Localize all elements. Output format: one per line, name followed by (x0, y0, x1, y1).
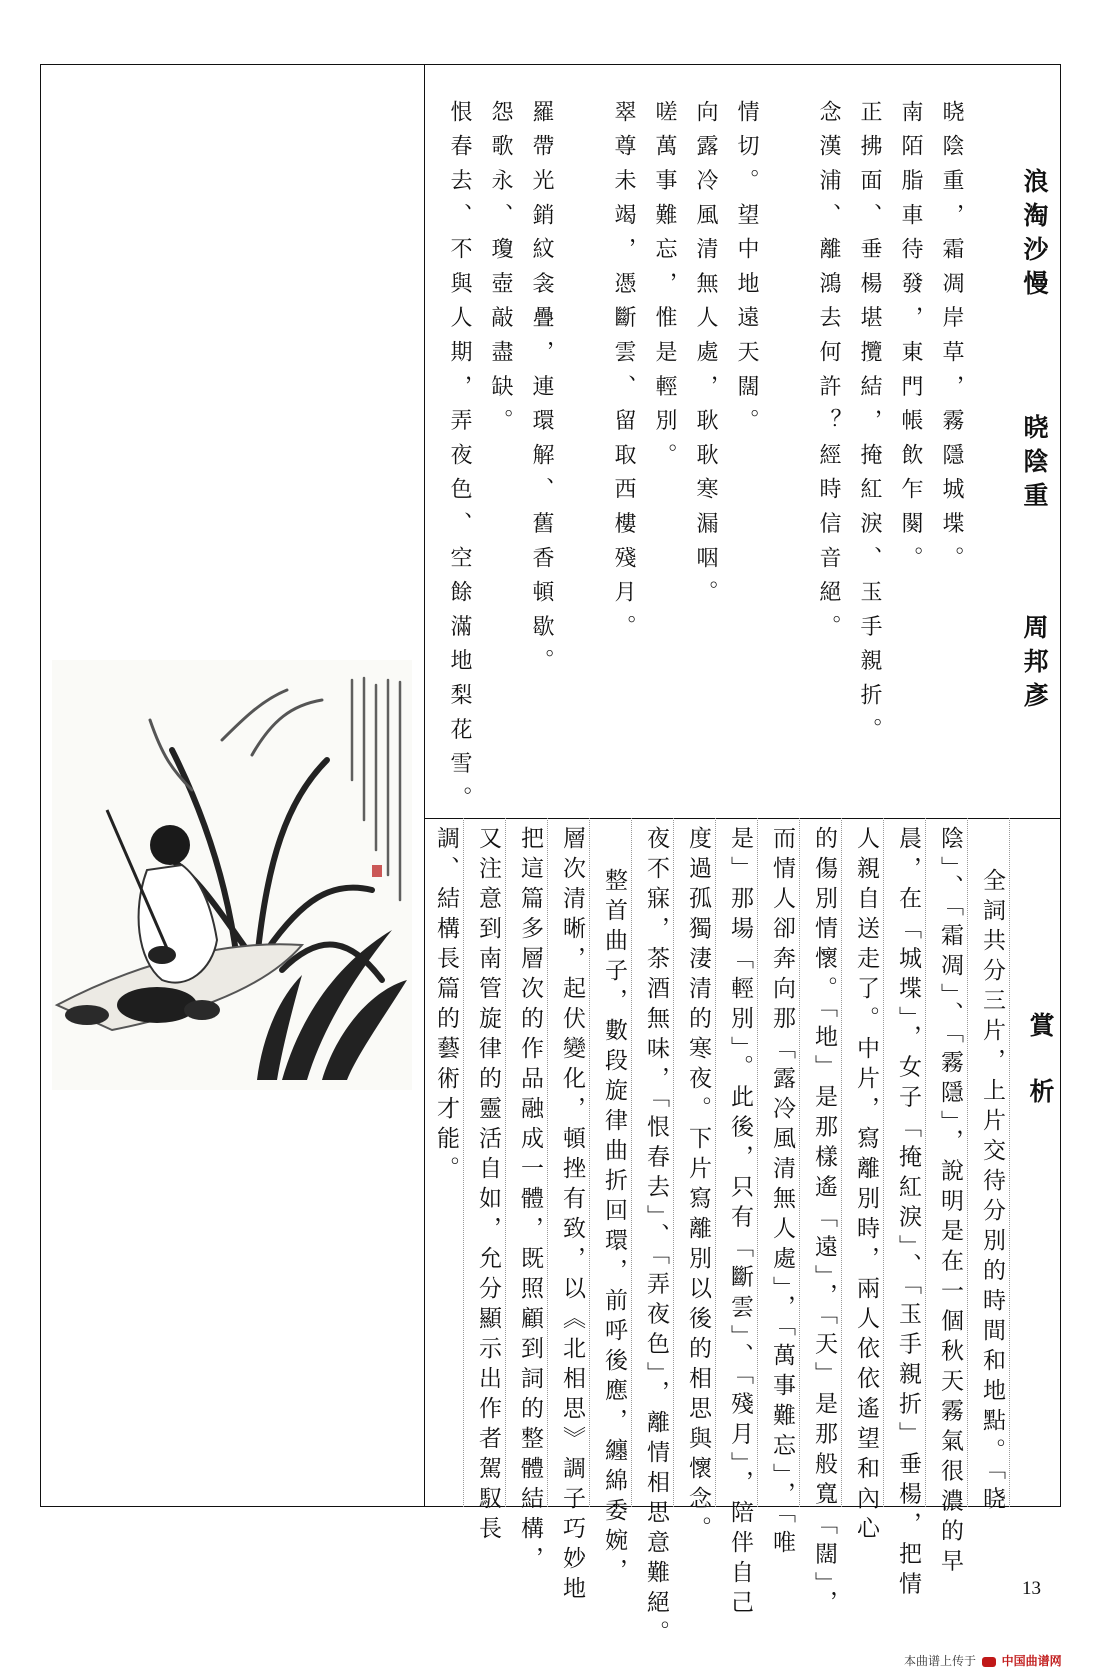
poem-line: 翠尊未竭，憑斷雲、留取西樓殘月。 (611, 100, 636, 649)
source-watermark (904, 1652, 1062, 1669)
poem-line: 念漢浦、離鴻去何許？經時信音絕。 (816, 100, 841, 649)
ink-painting-illustration (52, 660, 412, 1090)
appreciation-line: 人親自送走了。中片，寫離別時，兩人依依遙望和內心 (853, 826, 879, 1546)
section-divider (424, 818, 1061, 819)
appreciation-line: 調、結構長篇的藝術才能。 (433, 826, 459, 1186)
appreciation-line: 的傷別情懷。「地」是那樣遙「遠」，「天」是那般寬「闊」， (811, 826, 837, 1620)
appreciation-heading: 賞 析 (1026, 1012, 1055, 1111)
poem-line: 向露冷風清無人處，耿耿寒漏咽。 (693, 100, 718, 615)
appreciation-line: 層次清晰，起伏變化，頓挫有致，以《北相思》調子巧妙地 (559, 826, 585, 1606)
appreciation-line: 把這篇多層次的作品融成一體，既照顧到詞的整體結構， (517, 826, 543, 1576)
appreciation-line: 整首曲子，數段旋律曲折回環，前呼後應，纏綿委婉， (601, 868, 627, 1588)
watermark-brand: 中国曲谱网 (1001, 1654, 1062, 1668)
page-number: 13 (1022, 1578, 1041, 1599)
appreciation-line: 度過孤獨淒清的寒夜。下片寫離別以後的相思與懷念。 (685, 826, 711, 1546)
poem-author: 周邦彥 (1020, 614, 1049, 716)
site-logo-icon (982, 1657, 996, 1667)
poem-line: 羅帶光銷紋衾疊，連環解、舊香頓歇。 (529, 100, 554, 684)
poem-line: 南陌脂車待發，東門帳飲乍闋。 (898, 100, 923, 581)
appreciation-line: 全詞共分三片，上片交待分別的時間和地點。「晓 (979, 868, 1005, 1517)
poem-line: 怨歌永、瓊壺敲盡缺。 (488, 100, 513, 443)
poem-title: 浪淘沙慢 (1020, 168, 1049, 304)
appreciation-line: 是」那場「輕別」。此後，只有「斷雲」、「殘月」，陪伴自己 (727, 826, 753, 1620)
appreciation-line: 陰」、「霜凋」、「霧隱」，說明是在一個秋天霧氣很濃的早 (937, 826, 963, 1579)
appreciation-line: 而情人卻奔向那「露冷風清無人處」，「萬事難忘」，「唯 (769, 826, 795, 1560)
column-divider (424, 64, 425, 1507)
poem-line: 情切。望中地遠天闊。 (734, 100, 759, 443)
poem-subtitle: 晓陰重 (1020, 414, 1049, 516)
poem-line: 正拂面、垂楊堪攬結，掩紅淚、玉手親折。 (857, 100, 882, 752)
appreciation-line: 晨，在「城堞」，女子「掩紅淚」、「玉手親折」垂楊，把情 (895, 826, 921, 1602)
appreciation-line: 又注意到南管旋律的靈活自如，允分顯示出作者駕馭長 (475, 826, 501, 1546)
watermark-prefix: 本曲谱上传于 (904, 1654, 977, 1668)
poem-line: 恨春去、不與人期，弄夜色、空餘滿地梨花雪。 (447, 100, 472, 821)
appreciation-line: 夜不寐，茶酒無味，「恨春去」、「弄夜色」，離情相思意難絕。 (643, 826, 669, 1650)
poem-line: 嗟萬事難忘，惟是輕別。 (652, 100, 677, 478)
poem-line: 晓陰重，霜凋岸草，霧隱城堞。 (939, 100, 964, 581)
